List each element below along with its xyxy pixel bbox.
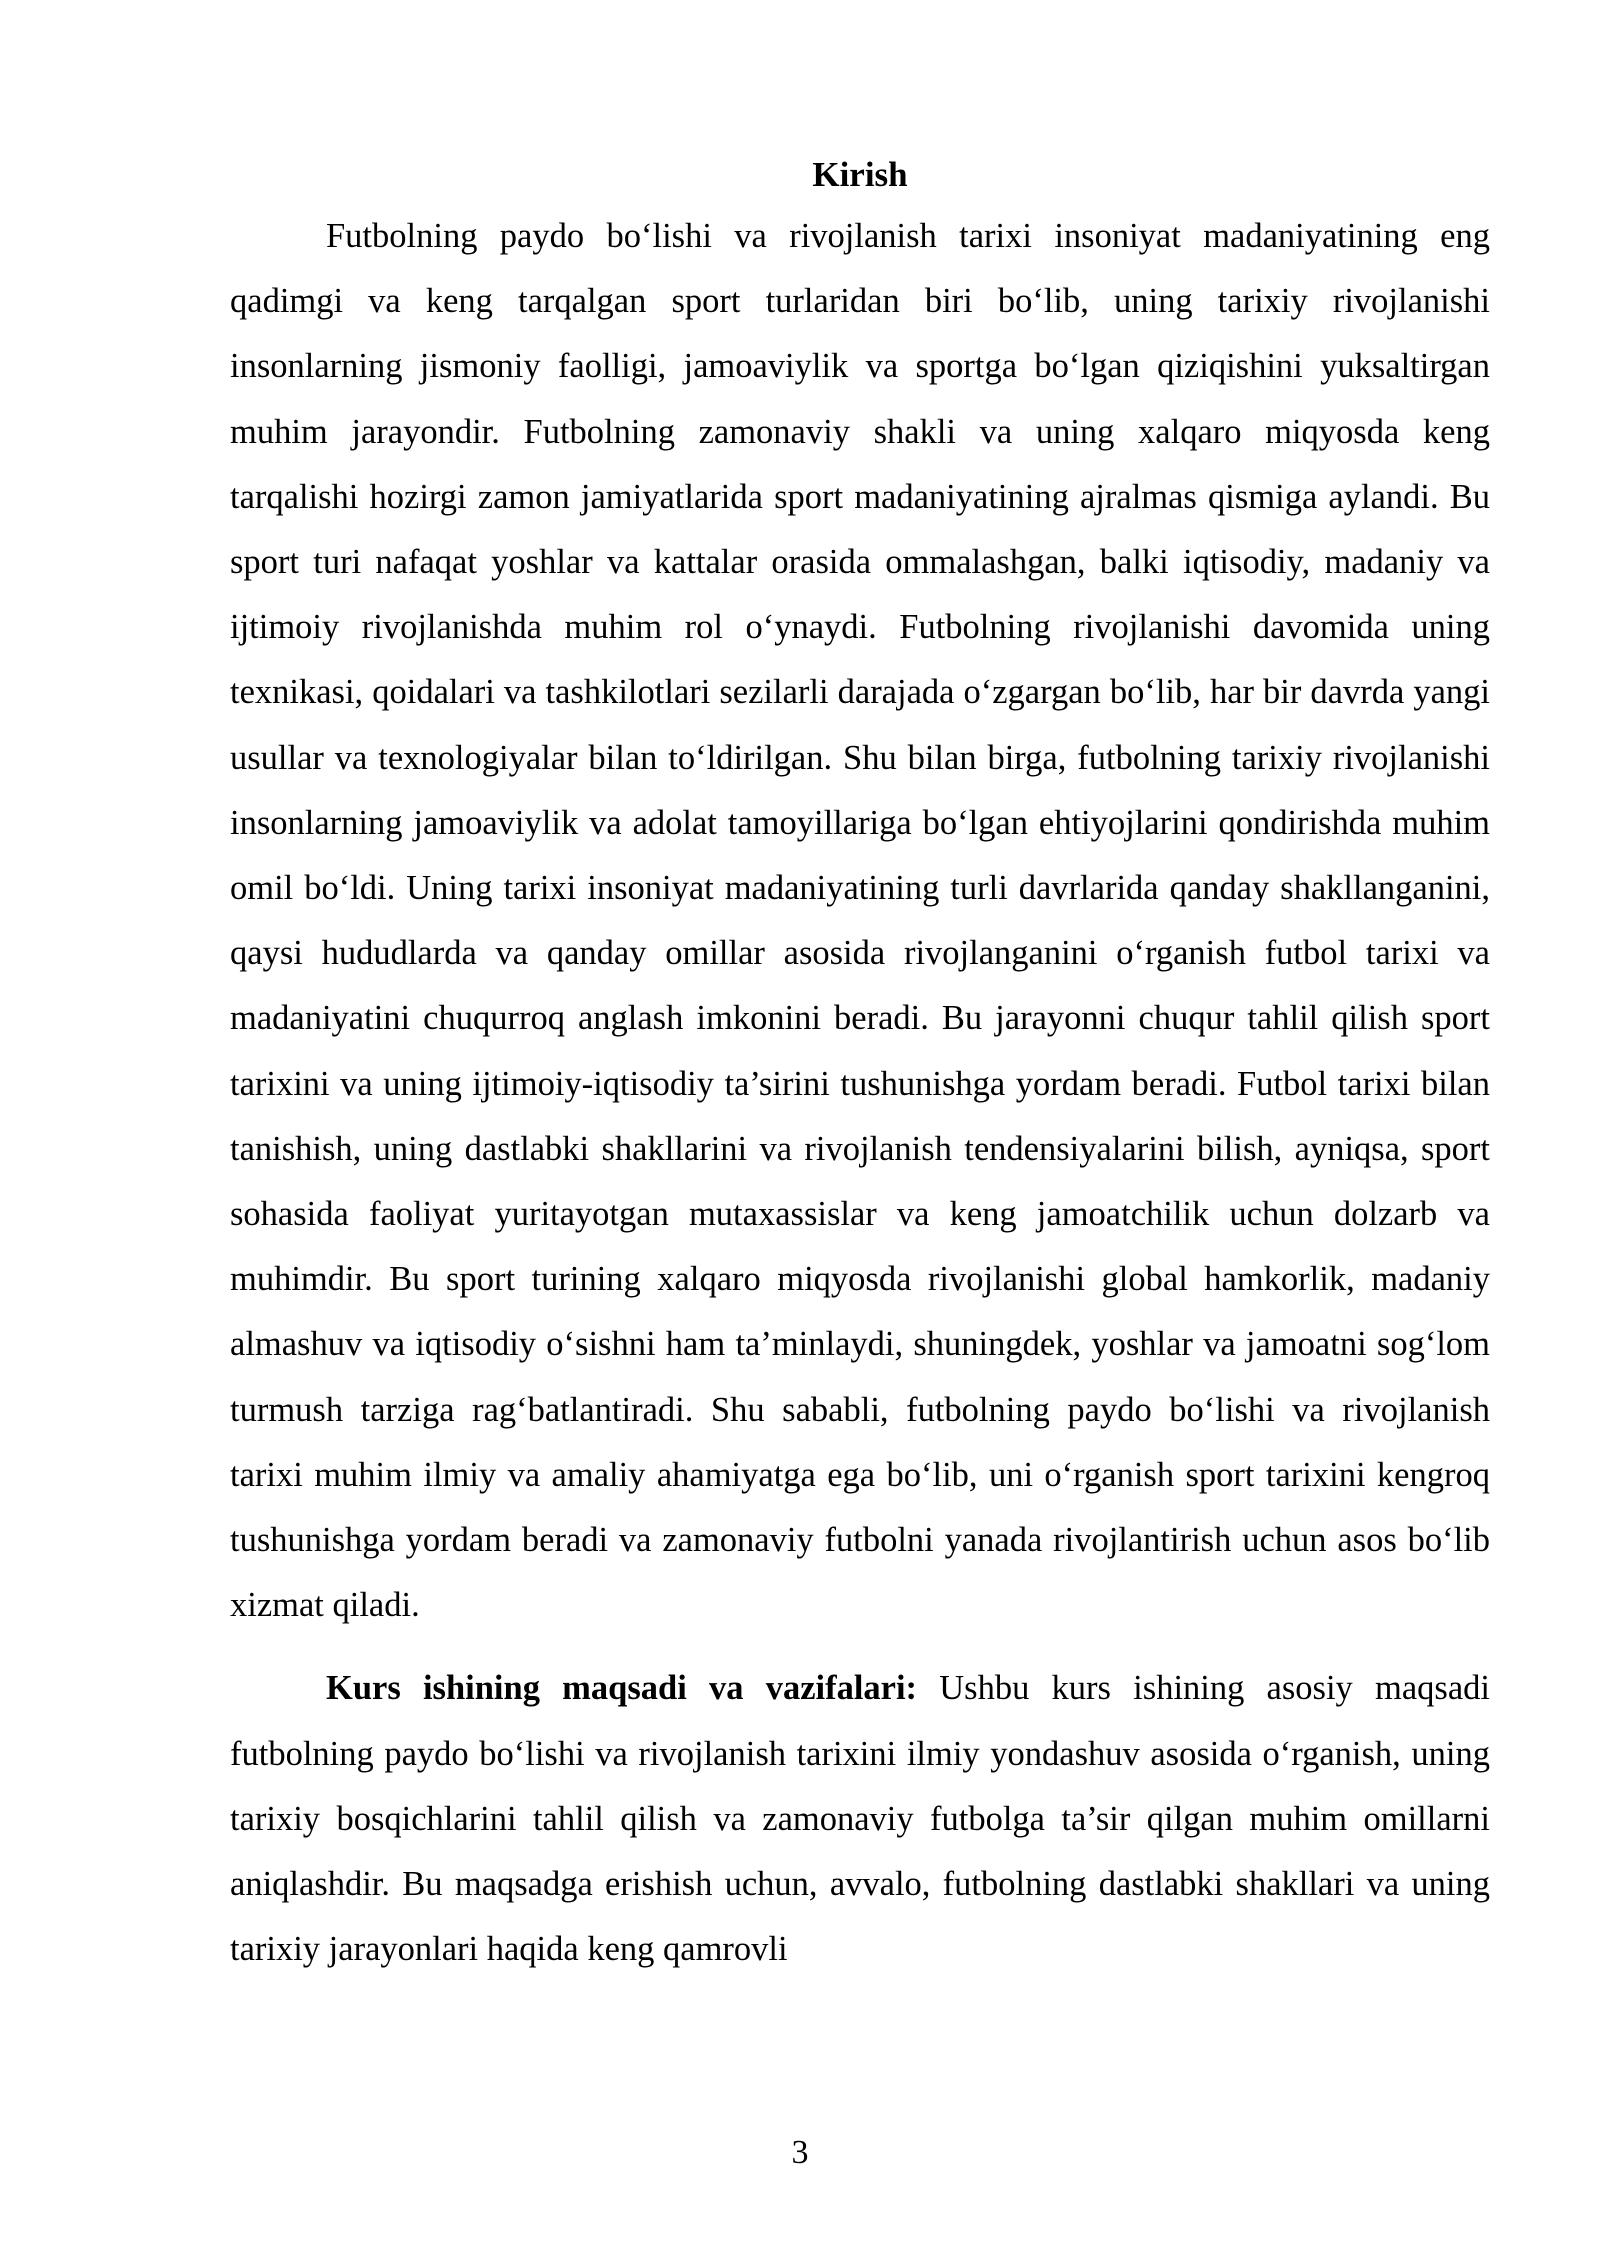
goals-paragraph	[230, 1656, 1490, 1982]
goals-body-text: Ushbu kurs ishining asosiy maqsadi futbolning paydo bo‘lishi va rivojlanish tarixini ilmiy yondashuv asosida o‘rganish, uning tarixiy bosqichlarini tahlil qilish va zamonaviy futbolga ta’sir qilgan muhim omillarni aniqlashdir. Bu maqsadga erishish uchun, avvalo, futbolning dastlabki shakllari va uning tarixiy jarayonlari haqida keng qamrovli	[230, 1669, 1490, 1969]
goals-lead-text: Kurs ishining maqsadi va vazifalari:	[326, 1669, 918, 1708]
section-heading: Kirish	[812, 155, 908, 194]
page-number: 3	[791, 2134, 809, 2171]
page-content	[230, 150, 1490, 1982]
intro-paragraph: Futbolning paydo bo‘lishi va rivojlanish tarixi insoniyat madaniyatining eng qadimgi va keng tarqalgan sport turlaridan biri bo‘lib, uning tarixiy rivojlanishi insonlarning jismoniy faolligi, jamoaviylik va sportga bo‘lgan qiziqishini yuksaltirgan muhim jarayondir. Futbolning zamonaviy shakli va uning xalqaro miqyosda keng tarqalishi hozirgi zamon jamiyatlarida sport madaniyatining ajralmas qismiga aylandi. Bu sport turi nafaqat yoshlar va kattalar orasida ommalashgan, balki iqtisodiy, madaniy va ijtimoiy rivojlanishda muhim rol o‘ynaydi. Futbolning rivojlanishi davomida uning texnikasi, qoidalari va tashkilotlari sezilarli darajada o‘zgargan bo‘lib, har bir davrda yangi usullar va texnologiyalar bilan to‘ldirilgan. Shu bilan birga, futbolning tarixiy rivojlanishi insonlarning jamoaviylik va adolat tamoyillariga bo‘lgan ehtiyojlarini qondirishda muhim omil bo‘ldi. Uning tarixi insoniyat madaniyatining turli davrlarida qanday shakllanganini, qaysi hududlarda va qanday omillar asosida rivojlanganini o‘rganish futbol tarixi va madaniyatini chuqurroq anglash imkonini beradi. Bu jarayonni chuqur tahlil qilish sport tarixini va uning ijtimoiy-iqtisodiy ta’sirini tushunishga yordam beradi. Futbol tarixi bilan tanishish, uning dastlabki shakllarini va rivojlanish tendensiyalarini bilish, ayniqsa, sport sohasida faoliyat yuritayotgan mutaxassislar va keng jamoatchilik uchun dolzarb va muhimdir. Bu sport turining xalqaro miqyosda rivojlanishi global hamkorlik, madaniy almashuv va iqtisodiy o‘sishni ham ta’minlaydi, shuningdek, yoshlar va jamoatni sog‘lom turmush tarziga rag‘batlantiradi. Shu sababli, futbolning paydo bo‘lishi va rivojlanish tarixi muhim ilmiy va amaliy ahamiyatga ega bo‘lib, uni o‘rganish sport tarixini kengroq tushunishga yordam beradi va zamonaviy futbolni yanada rivojlantirish uchun asos bo‘lib xizmat qiladi.	[230, 217, 1490, 1625]
